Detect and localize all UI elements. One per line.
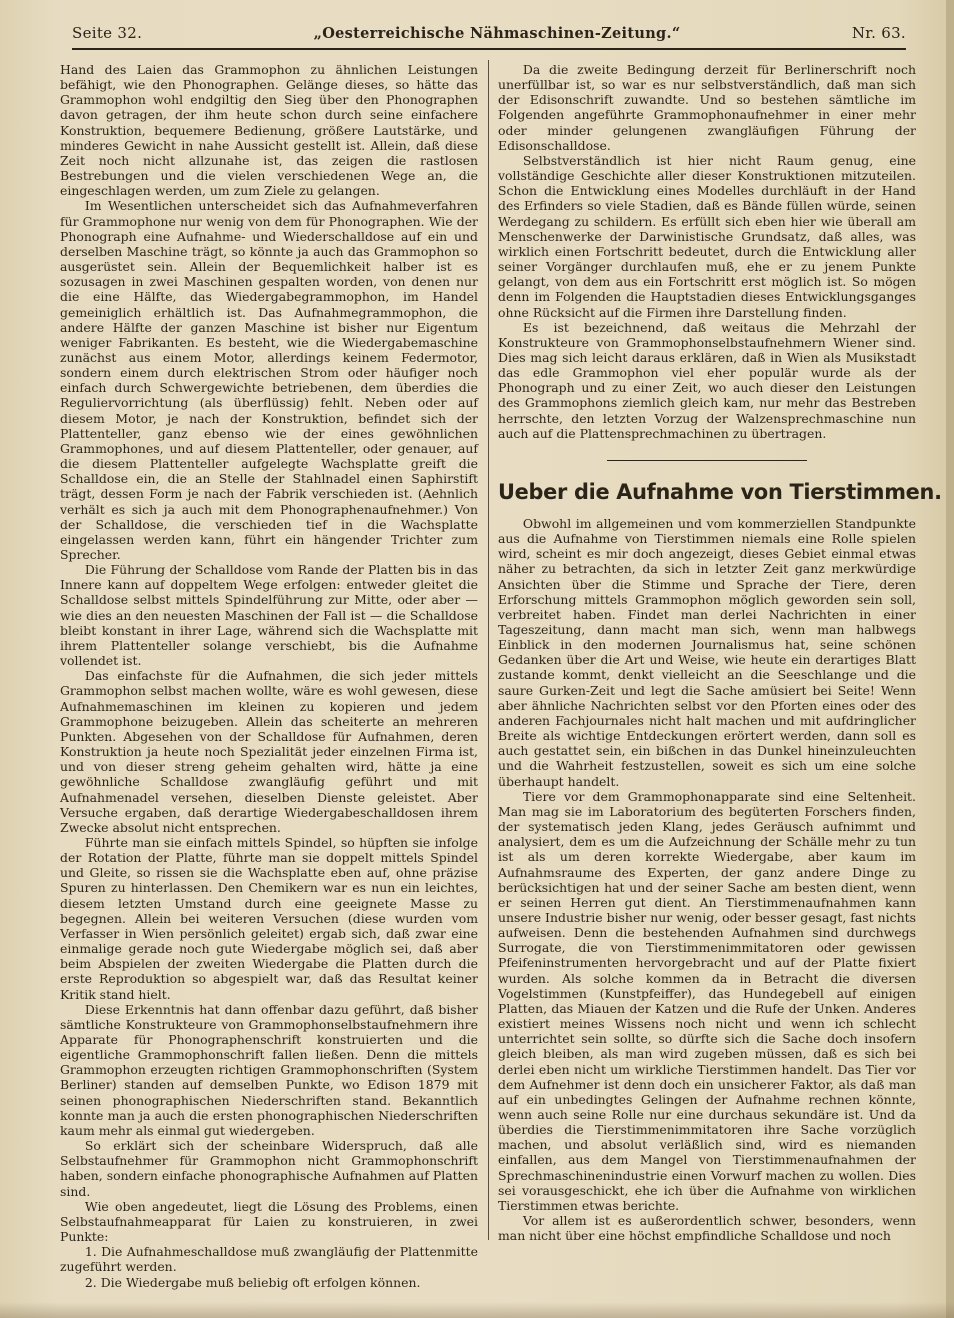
paragraph: Diese Erkenntnis hat dann offenbar dazu geführt, daß bisher sämtliche Konstrukteure von Grammophonselbstaufnehmern ihre Apparate für Phonographenschrift konstruierten und die eigentliche Grammophonschrift fallen ließen. Denn die mittels Grammophon erzeugten richtigen Grammophonschriften (System Berliner) standen auf demselben Punkte, wo Edison 1879 mit seinen phonographischen Niederschriften stand. Bekanntlich konnte man ja auch die ersten phonographischen Niederschriften kaum mehr als einmal gut wiedergeben. — [60, 1001, 478, 1138]
paragraph: Die Führung der Schalldose vom Rande der Platten bis in das Innere kann auf doppeltem Wege erfolgen: entweder gleitet die Schalldose selbst mittels Spindelführung zur Mitte, oder aber — wie dies an den neuesten Maschinen der Fall ist — die Schalldose bleibt konstant in ihrer Lage, während sich die Wachsplatte mit ihrem Plattenteller solange verschiebt, bis die Aufnahme vollendet ist. — [60, 562, 478, 669]
paragraph: Tiere vor dem Grammophonapparate sind eine Seltenheit. Man mag sie im Laboratorium des begüterten Forschers finden, der systematisch jeden Klang, jedes Geräusch aufnimmt und analysiert, dem es um die Aufzeichnung der Schälle mehr zu tun ist als um deren korrekte Wiedergabe, aber kaum im Aufnahmsraume des Experten, der ganz andere Dinge zu berücksichtigen hat und der seiner Sache am besten dient, wenn er seinen Herren gut dient. An Tierstimmenaufnahmen kann unsere Industrie bisher nur wenig, oder besser gesagt, fast nichts aufweisen. Denn die bestehenden Aufnahmen sind durchwegs Surrogate, die von Tierstimmenimmitatoren oder gewissen Pfeifeninstrumenten hervorgebracht und auf der Platte fixiert wurden. Als solche kommen da in Betracht die diversen Vogelstimmen (Kunstpfeiffer), das Hundegebell auf einigen Platten, das Miauen der Katzen und die Rufe der Unken. Anderes existiert meines Wissens noch nicht und wenn ich schlecht unterrichtet sein sollte, so dürfte sich die Sache doch insofern gleich bleiben, als man wird zugeben müssen, daß es sich bei derlei eben nicht um wirkliche Tierstimmen handelt. Das Tier vor dem Aufnehmer ist denn doch ein unsicherer Faktor, als daß man auf ein unbedingtes Gelingen der Aufnahme rechnen könnte, wenn auch seine Rolle nur eine durchaus sekundäre ist. Und da überdies die Tierstimmenimmitatoren ihre Sache vorzüglich machen, und absolut verläßlich sind, wird es niemanden einfallen, aus dem Mangel von Tierstimmenaufnahmen der Sprechmaschinenindustrie einen Vorwurf machen zu wollen. Dies sei vorausgeschickt, ehe ich über die Aufnahme von wirklichen Tierstimmen etwas berichte. — [498, 788, 916, 1213]
paragraph: Führte man sie einfach mittels Spindel, so hüpften sie infolge der Rotation der Platte, führte man sie doppelt mittels Spindel und Gleite, so rissen sie die Wachsplatte eben auf, ohne präzise Spuren zu hinterlassen. Den Chemikern war es nun ein leichtes, diesem letzten Umstand durch eine geeignete Masse zu begegnen. Allein bei weiteren Versuchen (diese wurden vom Verfasser in Wien persönlich geleitet) ergab sich, daß zwar eine einmalige gerade noch gute Wiedergabe möglich sei, daß aber beim Abspielen der zweiten Wiedergabe die Platten durch die erste Reproduktion so abgespielt war, daß das Resultat keiner Kritik stand hielt. — [60, 834, 478, 1002]
journal-title: „Oesterreichische Nähmaschinen-Zeitung.“ — [313, 24, 681, 42]
issue-number: Nr. 63. — [851, 24, 906, 42]
left-column — [60, 62, 478, 1290]
paragraph: Obwohl im allgemeinen und vom kommerziellen Standpunkte aus die Aufnahme von Tierstimmen niemals eine Rolle spielen wird, scheint es mir doch angezeigt, dieses Gebiet einmal etwas näher zu betrachten, da sich in letzter Zeit ganz merkwürdige Ansichten über die Stimme und Sprache der Tiere, deren Erforschung mittels Grammophon möglich geworden sein soll, verbreitet haben. Findet man derlei Nachrichten in einer Tageszeitung, dann macht man sich, wenn man halbwegs Einblick in den modernen Journalismus hat, seine schönen Gedanken über die Art und Weise, wie heute ein derartiges Blatt zustande kommt, denkt vielleicht an die Seeschlange und die saure Gurken-Zeit und legt die Sache amüsiert bei Seite! Wenn aber ähnliche Nachrichten selbst vor den Pforten eines oder des anderen Fachjournales nicht halt machen und mit aufdringlicher Breite als wichtige Entdeckungen erörtert werden, dann soll es auch gestattet sein, ein bißchen in das Dunkel hineinzuleuchten und die Wahrheit festzustellen, soweit es sich um eine solche überhaupt handelt. — [498, 515, 916, 789]
header-rule — [72, 48, 906, 50]
right-column — [498, 62, 942, 1244]
page-bottom-shadow — [0, 1302, 954, 1318]
paragraph: Das einfachste für die Aufnahmen, die sich jeder mittels Grammophon selbst machen wollte, wäre es wohl gewesen, diese Aufnahmemaschinen im kleinen zu kopieren und jedem Grammophone beizugeben. Allein das scheiterte an mehreren Punkten. Abgesehen von der Schalldose für Aufnahmen, deren Konstruktion ja heute noch Spezialität jeder einzelnen Firma ist, und von dieser streng geheim gehalten wird, hätte ja eine gewöhnliche Schalldose zwangläufig geführt und mit Aufnahmenadel versehen, dieselben Dienste geleistet. Aber Versuche ergaben, daß derartige Wiedergabeschalldosen ihrem Zwecke absolut nicht entsprechen. — [60, 668, 478, 835]
paragraph: Da die zweite Bedingung derzeit für Berlinerschrift noch unerfüllbar ist, so war es nur selbstverständlich, daß man sich der Edisonschrift zuwandte. Und so bestehen sämtliche im Folgenden angeführte Grammophonaufnehmer in einer mehr oder minder gelungenen zwangläufigen Führung der Edisonschalldose. — [498, 62, 916, 153]
list-item: 2. Die Wiedergabe muß beliebig oft erfolgen können. — [84, 1274, 421, 1290]
paragraph: Es ist bezeichnend, daß weitaus die Mehrzahl der Konstrukteure von Grammophonselbstaufnehmern Wiener sind. Dies mag sich leicht daraus erklären, daß in Wien als Musikstadt das edle Grammophon viel eher populär wurde als der Phonograph und zu einer Zeit, wo auch dieser den Leistungen des Grammophons ziemlich gleich kam, nur mehr das Bestreben herrschte, den letzten Vorzug der Walzensprechmaschine nun auch auf die Plattensprechmachinen zu übertragen. — [498, 319, 916, 441]
page-header — [72, 22, 906, 44]
paragraph: Selbstverständlich ist hier nicht Raum genug, eine vollständige Geschichte aller dieser Konstruktionen mitzuteilen. Schon die Entwicklung eines Modelles durchläuft in der Hand des Erfinders so viele Stadien, daß es Bände füllen würde, seinen Werdegang zu schildern. Es erfüllt sich eben hier wie überall am Menschenwerke der Darwinistische Grundsatz, daß alles, was wirklich einen Fortschritt bedeutet, durch die Entwicklung aller seiner Vorgänger durchlaufen muß, ehe er zu jenem Punkte gelangt, von dem aus ein Fortschritt erst möglich ist. So mögen denn im Folgenden die Hauptstadien dieses Entwicklungsganges ohne Rücksicht auf die Firmen ihre Darstellung finden. — [498, 152, 916, 320]
paragraph: Vor allem ist es außerordentlich schwer, besonders, wenn man nicht über eine höchst empfindliche Schalldose und noch — [498, 1213, 916, 1244]
column-separator — [488, 60, 489, 1240]
paragraph: So erklärt sich der scheinbare Widerspruch, daß alle Selbstaufnehmer für Grammophon nicht Grammophonschrift haben, sondern einfache phonographische Aufnahmen auf Platten sind. — [60, 1138, 478, 1199]
article-title: Ueber die Aufnahme von Tierstimmen. — [498, 479, 942, 505]
paragraph: Hand des Laien das Grammophon zu ähnlichen Leistungen befähigt, wie den Phonographen. Gelänge dieses, so hätte das Grammophon wohl endgiltig den Sieg über den Phonographen davon getragen, der ihm heute schon durch seine einfachere Konstruktion, bequemere Bedienung, größere Lautstärke, und minderes Gewicht in nahe Aussicht gestellt ist. Allein, daß diese Zeit noch nicht allzunahe ist, das zeigen die rastlosen Bestrebungen und die vielen verschiedenen Wege an, die eingeschlagen werden, um zum Ziele zu gelangen. — [60, 62, 478, 199]
page-number: Seite 32. — [72, 24, 143, 42]
paragraph: Im Wesentlichen unterscheidet sich das Aufnahmeverfahren für Grammophone nur wenig von dem für Phonographen. Wie der Phonograph eine Aufnahme- und Wiederschalldose auf ein und derselben Maschine trägt, so könnte ja auch das Grammophon so ausgerüstet sein. Allein der Bequemlichkeit halber ist es sozusagen in zwei Maschinen gespalten worden, von denen nur die eine Hälfte, das Wiedergabegrammophon, im Handel gemeiniglich erhältlich ist. Das Aufnahmegrammophon, die andere Hälfte der ganzen Maschine ist bisher nur Eigentum weniger Fabrikanten. Es besteht, wie die Wiedergabemaschine zunächst aus einem Motor, allerdings keinem Federmotor, sondern einem durch elektrischen Strom oder häufiger noch einfach durch Schwergewichte betriebenen, dem überdies die Reguliervorrichtung (als überflüssig) fehlt. Neben oder auf diesem Motor, je nach der Konstruktion, befindet sich der Plattenteller, ganz ebenso wie der eines gewöhnlichen Grammophones, und auf diesem Plattenteller, oder genauer, auf die diesem Plattenteller aufgelegte Wachsplatte greift die Schalldose ein, die an Stelle der Stahlnadel einen Saphirstift trägt, dessen Form je nach der Fabrik verschieden ist. (Aehnlich verhält es sich ja auch mit dem Phonographenaufnehmer.) Von der Schalldose, die verschieden tief in die Wachsplatte eingelassen werden kann, führt ein hängender Trichter zum Sprecher. — [60, 198, 478, 562]
page-edge — [946, 0, 954, 1318]
list-item: 1. Die Aufnahmeschalldose muß zwangläufig der Plattenmitte zugeführt werden. — [60, 1244, 478, 1275]
paragraph: Wie oben angedeutet, liegt die Lösung des Problems, einen Selbstaufnahmeapparat für Laien zu konstruieren, in zwei Punkte: — [60, 1198, 478, 1245]
section-divider — [607, 460, 807, 461]
